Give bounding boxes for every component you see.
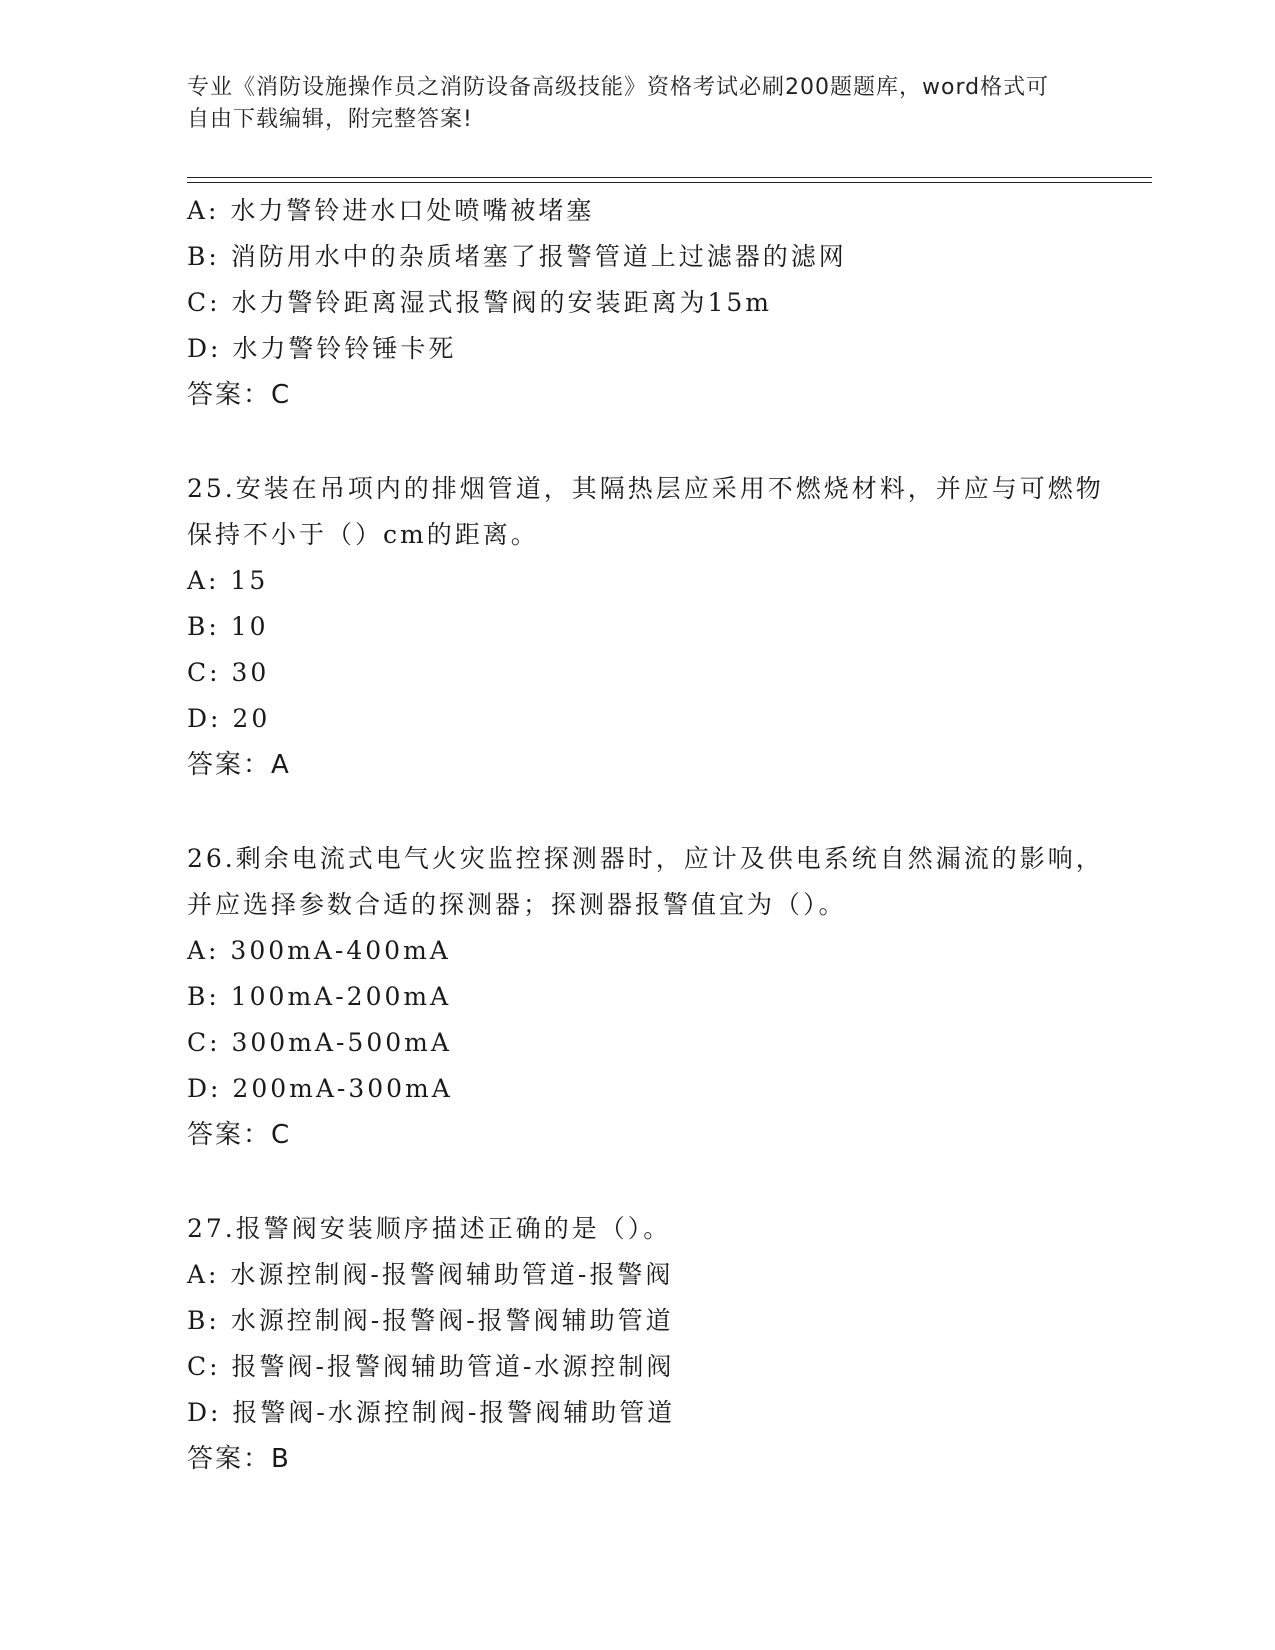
question-list xyxy=(187,188,1107,1482)
option-a: A: 300mA-400mA xyxy=(187,936,451,965)
option-b: B: 消防用水中的杂质堵塞了报警管道上过滤器的滤网 xyxy=(187,242,847,271)
header-divider-bottom xyxy=(187,182,1152,183)
answer-line: 答案：A xyxy=(187,750,291,780)
answer-line: 答案：B xyxy=(187,1444,291,1474)
option-c: C: 报警阀-报警阀辅助管道-水源控制阀 xyxy=(187,1352,675,1381)
option-c: C: 300mA-500mA xyxy=(187,1028,452,1057)
question-stem: 26.剩余电流式电气火灾监控探测器时，应计及供电系统自然漏流的影响，并应选择参数合适的探测器；探测器报警值宜为（）。 xyxy=(187,844,1104,919)
option-c: C: 水力警铃距离湿式报警阀的安装距离为15m xyxy=(187,288,773,317)
option-d: D: 水力警铃铃锤卡死 xyxy=(187,334,457,363)
option-a: A: 水力警铃进水口处喷嘴被堵塞 xyxy=(187,196,595,225)
question-24-fragment xyxy=(187,188,1107,418)
header-divider-top xyxy=(187,177,1152,178)
option-a: A: 水源控制阀-报警阀辅助管道-报警阀 xyxy=(187,1260,674,1289)
option-b: B: 10 xyxy=(187,612,269,641)
option-b: B: 水源控制阀-报警阀-报警阀辅助管道 xyxy=(187,1306,674,1335)
document-header: 专业《消防设施操作员之消防设备高级技能》资格考试必刷200题题库，word格式可自由下载编辑，附完整答案! xyxy=(187,75,1050,132)
question-25 xyxy=(187,466,1107,788)
option-d: D: 200mA-300mA xyxy=(187,1074,453,1103)
option-d: D: 20 xyxy=(187,704,271,733)
answer-line: 答案：C xyxy=(187,1120,292,1150)
question-26 xyxy=(187,836,1107,1158)
option-b: B: 100mA-200mA xyxy=(187,982,452,1011)
option-c: C: 30 xyxy=(187,658,270,687)
question-stem: 27.报警阀安装顺序描述正确的是（）。 xyxy=(187,1214,672,1243)
question-stem: 25.安装在吊项内的排烟管道，其隔热层应采用不燃烧材料，并应与可燃物保持不小于（）cm的距离。 xyxy=(187,474,1104,549)
question-27 xyxy=(187,1206,1107,1482)
option-a: A: 15 xyxy=(187,566,269,595)
option-d: D: 报警阀-水源控制阀-报警阀辅助管道 xyxy=(187,1398,676,1427)
answer-line: 答案：C xyxy=(187,380,292,410)
